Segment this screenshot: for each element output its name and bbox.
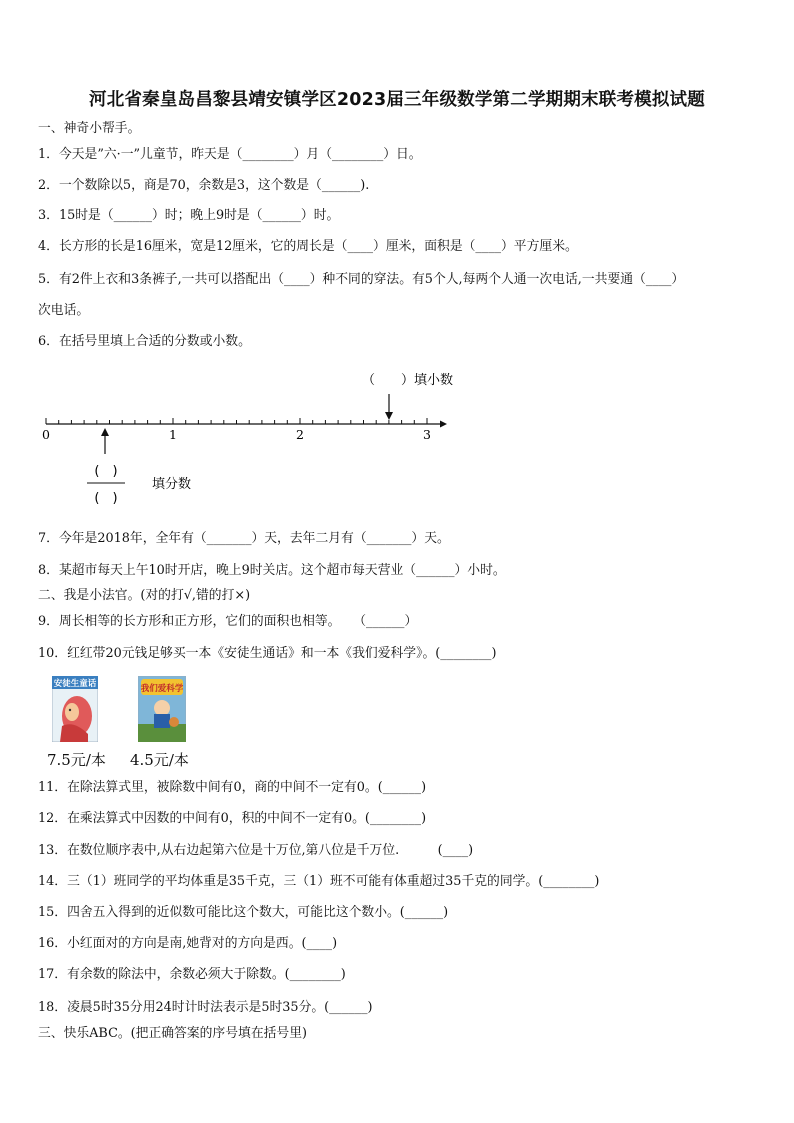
question-14: 14．三（1）班同学的平均体重是35千克，三（1）班不可能有体重超过35千克的同学。(________) bbox=[38, 874, 600, 889]
question-2: 2．一个数除以5，商是70，余数是3，这个数是（______). bbox=[38, 178, 370, 193]
tick-label-1: 1 bbox=[169, 427, 177, 442]
question-3: 3．15时是（______）时；晚上9时是（______）时。 bbox=[38, 208, 340, 223]
axis-arrowhead-icon bbox=[440, 421, 447, 428]
tick-label-0: 0 bbox=[42, 427, 50, 442]
fraction-numerator-blank: ( ) bbox=[94, 464, 118, 479]
question-6: 6．在括号里填上合适的分数或小数。 bbox=[38, 334, 251, 349]
down-arrow-icon bbox=[385, 412, 393, 420]
tick-label-2: 2 bbox=[296, 427, 304, 442]
book2-title: 我们爱科学 bbox=[140, 684, 184, 694]
book1-title: 安徒生童话 bbox=[53, 679, 97, 689]
question-4: 4．长方形的长是16厘米，宽是12厘米，它的周长是（____）厘米，面积是（____）平方厘米。 bbox=[38, 239, 578, 254]
page-title: 河北省秦皇岛昌黎县靖安镇学区2023届三年级数学第二学期期末联考模拟试题 bbox=[89, 90, 705, 110]
tick-label-3: 3 bbox=[423, 427, 431, 442]
section-heading-1: 一、神奇小帮手。 bbox=[38, 121, 141, 136]
question-11: 11．在除法算式里，被除数中间有0，商的中间不一定有0。(______) bbox=[38, 780, 427, 795]
section-heading-2: 二、我是小法官。(对的打√,错的打×) bbox=[38, 588, 251, 603]
question-1: 1．今天是”六·一”儿童节，昨天是（________）月（________）日。 bbox=[38, 147, 422, 162]
question-13: 13．在数位顺序表中,从右边起第六位是十万位,第八位是千万位. (____) bbox=[38, 843, 474, 858]
section-heading-3: 三、快乐ABC。(把正确答案的序号填在括号里) bbox=[38, 1026, 308, 1041]
question-7: 7．今年是2018年，全年有（_______）天，去年二月有（_______）天。 bbox=[38, 531, 450, 546]
question-17: 17．有余数的除法中，余数必须大于除数。(________) bbox=[38, 967, 346, 982]
book2-price: 4.5元/本 bbox=[130, 751, 189, 769]
number-line-figure bbox=[36, 362, 466, 512]
book1-price: 7.5元/本 bbox=[47, 751, 106, 769]
question-5-line-2: 次电话。 bbox=[38, 303, 90, 318]
question-15: 15．四舍五入得到的近似数可能比这个数大，可能比这个数小。(______) bbox=[38, 905, 449, 920]
question-5-line-1: 5．有2件上衣和3条裤子,一共可以搭配出（____）种不同的穿法。有5个人,每两个人通一次电话,一共要通（____） bbox=[38, 272, 685, 287]
book-cover-andersen bbox=[52, 676, 98, 742]
book-cover-science bbox=[138, 676, 186, 742]
decimal-blank-label: （ ）填小数 bbox=[362, 373, 454, 388]
question-16: 16．小红面对的方向是南,她背对的方向是西。(____) bbox=[38, 936, 338, 951]
fraction-blank-label: 填分数 bbox=[152, 477, 192, 492]
question-9: 9．周长相等的长方形和正方形，它们的面积也相等。 （______） bbox=[38, 614, 418, 629]
number-line-ticks bbox=[46, 418, 427, 424]
question-8: 8．某超市每天上午10时开店，晚上9时关店。这个超市每天营业（______）小时。 bbox=[38, 563, 506, 578]
fraction-denominator-blank: ( ) bbox=[94, 491, 118, 506]
question-12: 12．在乘法算式中因数的中间有0，积的中间不一定有0。(________) bbox=[38, 811, 427, 826]
question-10: 10．红红带20元钱足够买一本《安徒生通话》和一本《我们爱科学》。(________) bbox=[38, 646, 497, 661]
question-18: 18．凌晨5时35分用24时计时法表示是5时35分。(______) bbox=[38, 1000, 373, 1015]
